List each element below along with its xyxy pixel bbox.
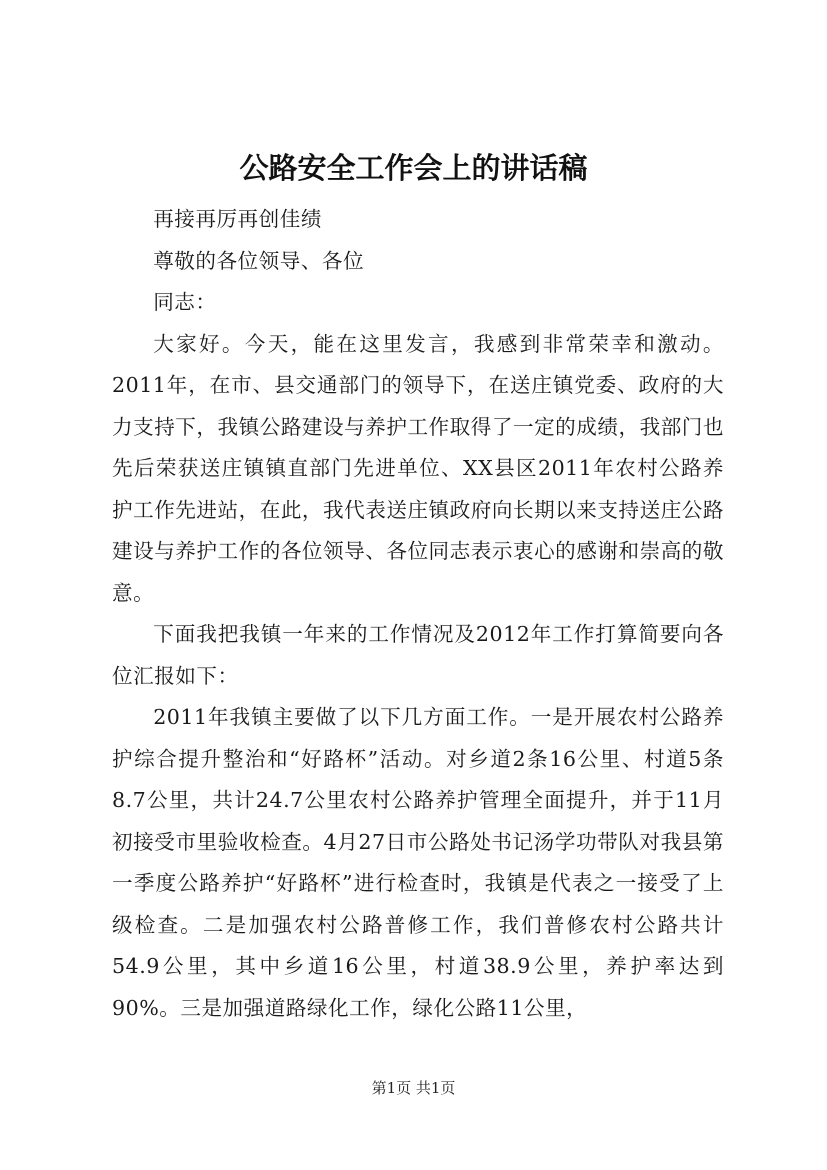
- paragraph: 尊敬的各位领导、各位: [153, 248, 365, 273]
- paragraph: 再接再厉再创佳绩: [153, 207, 322, 231]
- paragraph: 2011年我镇主要做了以下几方面工作。一是开展农村公路养护综合提升整治和“好路杯”活动。对乡道2条16公里、村道5条8.7公里，共计24.7公里农村公路养护管理全面提升，并于11月初接受市里验收检查。4月27日市公路处书记汤学功带队对我县第一季度公路养护“好路杯”进行检查时，我镇是代表之一接受了上级检查。二是加强农村公路普修工作，我们普修农村公路共计54.9公里，其中乡道16公里，村道38.9公里，养护率达到90%。三是加强道路绿化工作，绿化公路11公里，: [112, 705, 724, 1020]
- document-body: [112, 199, 724, 1029]
- paragraph: 下面我把我镇一年来的工作情况及2012年工作打算简要向各位汇报如下：: [112, 622, 724, 688]
- paragraph: 大家好。今天，能在这里发言，我感到非常荣幸和激动。2011年，在市、县交通部门的领导下，在送庄镇党委、政府的大力支持下，我镇公路建设与养护工作取得了一定的成绩，我部门也先后荣获送庄镇镇直部门先进单位、XX县区2011年农村公路养护工作先进站，在此，我代表送庄镇政府向长期以来支持送庄公路建设与养护工作的各位领导、各位同志表示衷心的感谢和崇高的敬意。: [112, 331, 724, 605]
- document-title: 公路安全工作会上的讲话稿: [239, 151, 588, 185]
- page-footer: 第1页 共1页: [371, 1079, 456, 1097]
- paragraph: 同志：: [153, 290, 217, 314]
